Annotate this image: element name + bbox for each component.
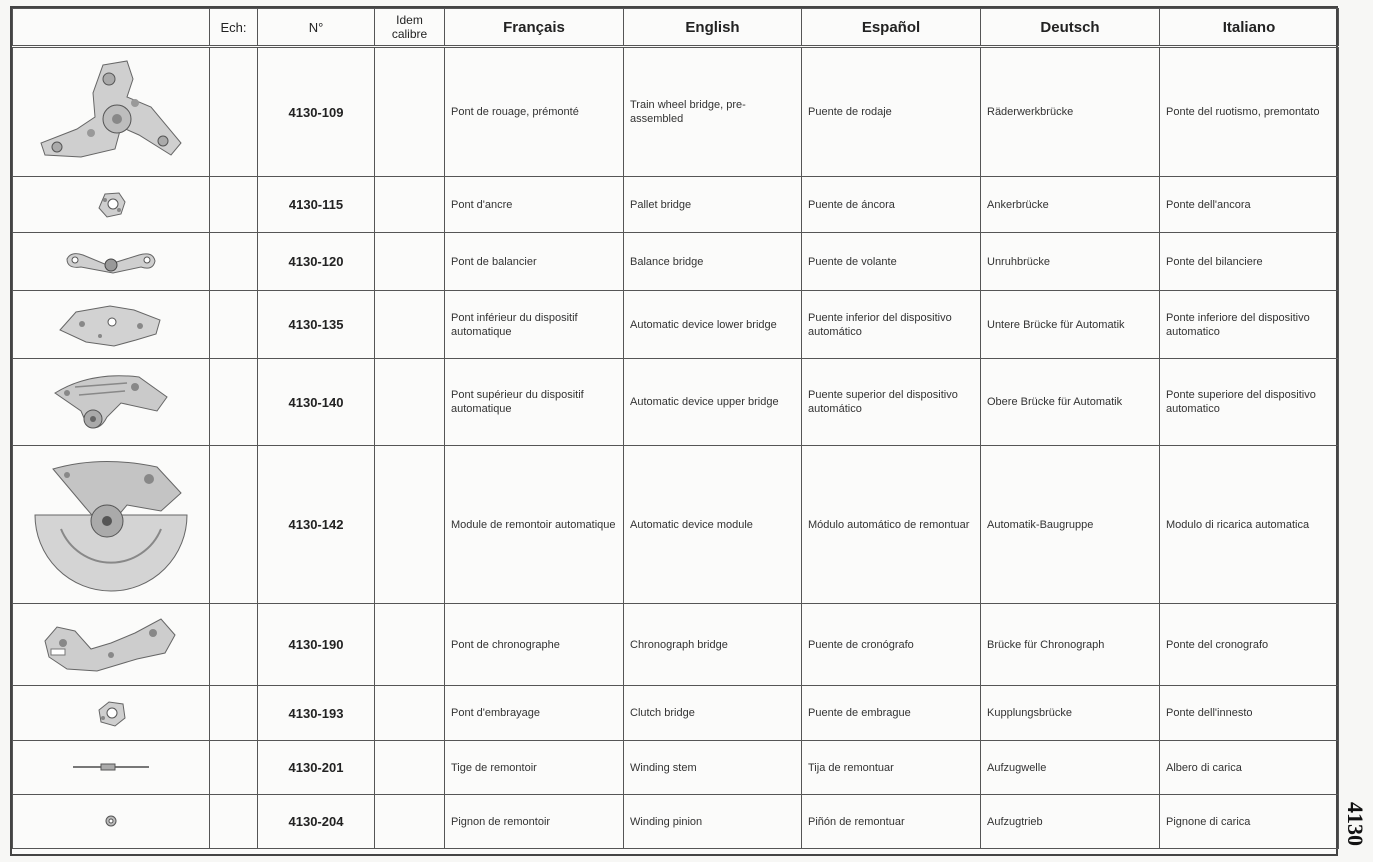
english-cell: Winding stem — [624, 741, 802, 795]
table-row — [13, 47, 1339, 177]
francais-cell: Pont de rouage, prémonté — [445, 47, 624, 177]
number-header: N° — [258, 9, 375, 47]
header-row — [13, 9, 1339, 47]
part-image-cell — [13, 795, 210, 849]
italiano-cell: Pignone di carica — [1160, 795, 1339, 849]
part-number: 4130-135 — [258, 291, 375, 359]
italiano-cell: Ponte del ruotismo, premontato — [1160, 47, 1339, 177]
part-image-cell — [13, 686, 210, 741]
ech-cell — [210, 233, 258, 291]
espanol-cell: Puente inferior del dispositivo automático — [802, 291, 981, 359]
deutsch-header: Deutsch — [981, 9, 1160, 47]
clutch-bridge-icon — [93, 698, 129, 728]
english-cell: Winding pinion — [624, 795, 802, 849]
espanol-cell: Tija de remontuar — [802, 741, 981, 795]
francais-cell: Pont d'embrayage — [445, 686, 624, 741]
english-cell: Automatic device upper bridge — [624, 359, 802, 446]
english-cell: Train wheel bridge, pre-assembled — [624, 47, 802, 177]
deutsch-cell: Brücke für Chronograph — [981, 604, 1160, 686]
espanol-cell: Puente de volante — [802, 233, 981, 291]
deutsch-cell: Obere Brücke für Automatik — [981, 359, 1160, 446]
espanol-cell: Módulo automático de remontuar — [802, 446, 981, 604]
ech-cell — [210, 446, 258, 604]
part-image-cell — [13, 47, 210, 177]
espanol-cell: Puente superior del dispositivo automático — [802, 359, 981, 446]
ech-cell — [210, 795, 258, 849]
francais-cell: Pont supérieur du dispositif automatique — [445, 359, 624, 446]
english-cell: Balance bridge — [624, 233, 802, 291]
train-wheel-bridge-icon — [31, 57, 191, 167]
chronograph-bridge-icon — [41, 613, 181, 677]
part-number: 4130-201 — [258, 741, 375, 795]
part-number: 4130-190 — [258, 604, 375, 686]
part-number: 4130-142 — [258, 446, 375, 604]
francais-cell: Tige de remontoir — [445, 741, 624, 795]
table-row — [13, 177, 1339, 233]
english-cell: Automatic device module — [624, 446, 802, 604]
part-image-cell — [13, 177, 210, 233]
espanol-cell: Piñón de remontuar — [802, 795, 981, 849]
english-header: English — [624, 9, 802, 47]
parts-table — [12, 8, 1339, 849]
deutsch-cell: Untere Brücke für Automatik — [981, 291, 1160, 359]
winding-pinion-icon — [104, 814, 118, 828]
deutsch-cell: Aufzugtrieb — [981, 795, 1160, 849]
part-number: 4130-109 — [258, 47, 375, 177]
idem-calibre-cell — [375, 233, 445, 291]
idem-calibre-cell — [375, 47, 445, 177]
english-cell: Clutch bridge — [624, 686, 802, 741]
balance-bridge-icon — [61, 245, 161, 279]
italiano-cell: Modulo di ricarica automatica — [1160, 446, 1339, 604]
deutsch-cell: Automatik-Baugruppe — [981, 446, 1160, 604]
table-row — [13, 359, 1339, 446]
italiano-cell: Ponte superiore del dispositivo automatico — [1160, 359, 1339, 446]
deutsch-cell: Ankerbrücke — [981, 177, 1160, 233]
deutsch-cell: Unruhbrücke — [981, 233, 1160, 291]
espanol-cell: Puente de áncora — [802, 177, 981, 233]
english-cell: Chronograph bridge — [624, 604, 802, 686]
part-image-cell — [13, 291, 210, 359]
francais-cell: Pont de balancier — [445, 233, 624, 291]
part-number: 4130-115 — [258, 177, 375, 233]
idem-calibre-cell — [375, 446, 445, 604]
deutsch-cell: Aufzugwelle — [981, 741, 1160, 795]
table-row — [13, 741, 1339, 795]
idem-calibre-header: Idem calibre — [375, 9, 445, 47]
part-number: 4130-204 — [258, 795, 375, 849]
italiano-cell: Ponte del cronografo — [1160, 604, 1339, 686]
part-image-cell — [13, 359, 210, 446]
espanol-header: Español — [802, 9, 981, 47]
ech-cell — [210, 291, 258, 359]
italiano-header: Italiano — [1160, 9, 1339, 47]
deutsch-cell: Kupplungsbrücke — [981, 686, 1160, 741]
italiano-cell: Ponte inferiore del dispositivo automatico — [1160, 291, 1339, 359]
lower-bridge-icon — [56, 300, 166, 350]
italiano-cell: Ponte del bilanciere — [1160, 233, 1339, 291]
part-number: 4130-193 — [258, 686, 375, 741]
italiano-cell: Albero di carica — [1160, 741, 1339, 795]
francais-cell: Pont d'ancre — [445, 177, 624, 233]
table-row — [13, 291, 1339, 359]
italiano-cell: Ponte dell'ancora — [1160, 177, 1339, 233]
english-cell: Automatic device lower bridge — [624, 291, 802, 359]
ech-cell — [210, 359, 258, 446]
ech-header: Ech: — [210, 9, 258, 47]
side-page-label — [1341, 792, 1369, 856]
francais-cell: Pont inférieur du dispositif automatique — [445, 291, 624, 359]
side-page-number: 4130 — [1343, 802, 1368, 846]
francais-cell: Pont de chronographe — [445, 604, 624, 686]
table-row — [13, 446, 1339, 604]
francais-header: Français — [445, 9, 624, 47]
italiano-cell: Ponte dell'innesto — [1160, 686, 1339, 741]
ech-cell — [210, 47, 258, 177]
part-image-cell — [13, 233, 210, 291]
part-image-cell — [13, 446, 210, 604]
deutsch-cell: Räderwerkbrücke — [981, 47, 1160, 177]
parts-sheet — [10, 6, 1338, 856]
ech-cell — [210, 604, 258, 686]
idem-calibre-cell — [375, 741, 445, 795]
part-number: 4130-140 — [258, 359, 375, 446]
table-row — [13, 795, 1339, 849]
part-image-cell — [13, 604, 210, 686]
upper-bridge-icon — [51, 367, 171, 437]
table-row — [13, 233, 1339, 291]
francais-cell: Module de remontoir automatique — [445, 446, 624, 604]
idem-calibre-cell — [375, 291, 445, 359]
idem-calibre-cell — [375, 177, 445, 233]
idem-calibre-cell — [375, 359, 445, 446]
ech-cell — [210, 741, 258, 795]
idem-calibre-cell — [375, 604, 445, 686]
winding-stem-icon — [71, 762, 151, 772]
espanol-cell: Puente de embrague — [802, 686, 981, 741]
francais-cell: Pignon de remontoir — [445, 795, 624, 849]
table-row — [13, 686, 1339, 741]
espanol-cell: Puente de rodaje — [802, 47, 981, 177]
image-header — [13, 9, 210, 47]
pallet-bridge-icon — [91, 190, 131, 220]
ech-cell — [210, 686, 258, 741]
table-row — [13, 604, 1339, 686]
english-cell: Pallet bridge — [624, 177, 802, 233]
ech-cell — [210, 177, 258, 233]
espanol-cell: Puente de cronógrafo — [802, 604, 981, 686]
idem-calibre-cell — [375, 686, 445, 741]
automatic-module-icon — [31, 455, 191, 595]
idem-calibre-cell — [375, 795, 445, 849]
part-number: 4130-120 — [258, 233, 375, 291]
part-image-cell — [13, 741, 210, 795]
